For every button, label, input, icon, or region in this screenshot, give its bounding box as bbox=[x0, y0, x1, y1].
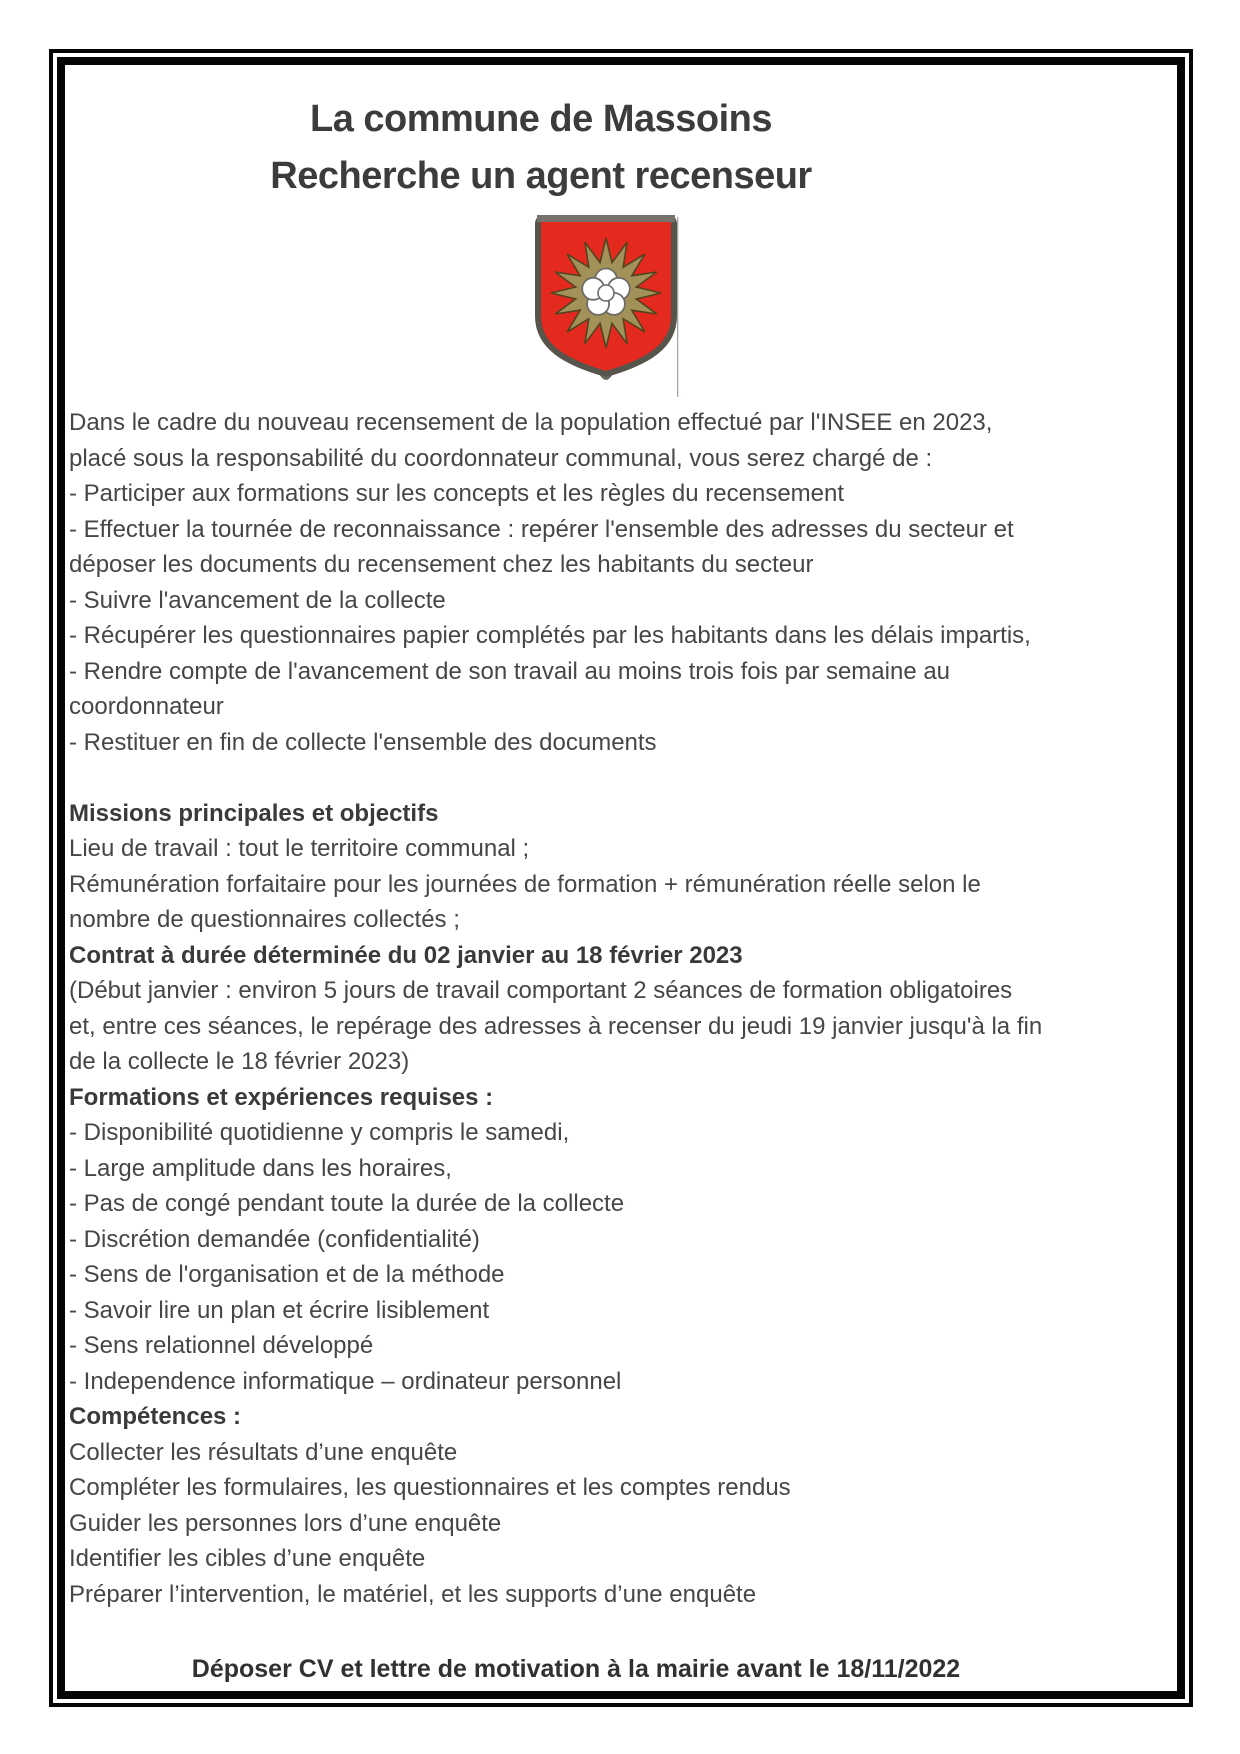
crest-top-band bbox=[537, 215, 675, 222]
missions-line: Rémunération forfaitaire pour les journées de formation + rémunération réelle selon le bbox=[69, 870, 981, 898]
competences-section bbox=[69, 1399, 1173, 1612]
document-title-line1: La commune de Massoins bbox=[309, 98, 772, 140]
document-frame-outer bbox=[49, 49, 1193, 1707]
intro-line: placé sous la responsabilité du coordonnateur communal, vous serez chargé de : bbox=[69, 444, 933, 472]
competences-line: Compléter les formulaires, les questionnaires et les comptes rendus bbox=[69, 1474, 791, 1501]
missions-line: Missions principales et objectifs bbox=[69, 799, 439, 827]
intro-section bbox=[69, 405, 1173, 760]
document-content bbox=[65, 65, 1177, 1687]
competences-line: Guider les personnes lors d’une enquête bbox=[69, 1509, 502, 1537]
formations-line: - Pas de congé pendant toute la durée de la collecte bbox=[69, 1190, 625, 1217]
commune-crest-icon bbox=[533, 213, 679, 399]
formations-line: Formations et expériences requises : bbox=[69, 1083, 494, 1111]
intro-line: déposer les documents du recensement chez les habitants du secteur bbox=[69, 551, 814, 578]
formations-line: - Discrétion demandée (confidentialité) bbox=[69, 1225, 480, 1253]
formations-section bbox=[69, 1080, 1173, 1400]
competences-line: Collecter les résultats d’une enquête bbox=[69, 1438, 458, 1466]
missions-line: nombre de questionnaires collectés ; bbox=[69, 906, 460, 933]
intro-line: - Restituer en fin de collecte l'ensemble des documents bbox=[69, 728, 657, 756]
intro-line: - Rendre compte de l'avancement de son travail au moins trois fois par semaine au bbox=[69, 657, 951, 685]
formations-line: - Sens de l'organisation et de la méthode bbox=[69, 1261, 505, 1288]
competences-line: Compétences : bbox=[69, 1403, 242, 1430]
intro-line: coordonnateur bbox=[69, 693, 224, 720]
body-text bbox=[69, 405, 1173, 1612]
missions-line: et, entre ces séances, le repérage des adresses à recenser du jeudi 19 janvier jusqu'à la fin bbox=[69, 1012, 1043, 1040]
document-frame-inner bbox=[57, 57, 1185, 1699]
missions-line: (Début janvier : environ 5 jours de travail comportant 2 séances de formation obligatoires bbox=[69, 977, 1013, 1004]
intro-line: - Effectuer la tournée de reconnaissance : repérer l'ensemble des adresses du secteur et bbox=[69, 515, 1014, 543]
formations-line: - Large amplitude dans les horaires, bbox=[69, 1154, 452, 1182]
missions-line: de la collecte le 18 février 2023) bbox=[69, 1048, 410, 1075]
missions-line: Lieu de travail : tout le territoire communal ; bbox=[69, 835, 530, 862]
formations-line: - Savoir lire un plan et écrire lisiblement bbox=[69, 1296, 490, 1324]
competences-line: Préparer l’intervention, le matériel, et les supports d’une enquête bbox=[69, 1580, 757, 1608]
document-title-line2: Recherche un agent recenseur bbox=[270, 155, 812, 197]
crest-rose-center bbox=[598, 285, 614, 301]
formations-line: - Sens relationnel développé bbox=[69, 1332, 374, 1359]
footer-deadline: Déposer CV et lettre de motivation à la mairie avant le 18/11/2022 bbox=[191, 1655, 961, 1683]
crest-scan-line bbox=[677, 217, 678, 397]
intro-line: - Suivre l'avancement de la collecte bbox=[69, 586, 446, 614]
formations-line: - Independence informatique – ordinateur personnel bbox=[69, 1367, 622, 1395]
competences-line: Identifier les cibles d’une enquête bbox=[69, 1545, 426, 1572]
missions-section bbox=[69, 796, 1173, 1080]
intro-line: - Récupérer les questionnaires papier complétés par les habitants dans les délais impartis, bbox=[69, 622, 1031, 649]
crest-row bbox=[69, 213, 1173, 399]
intro-line: - Participer aux formations sur les concepts et les règles du recensement bbox=[69, 480, 845, 507]
formations-line: - Disponibilité quotidienne y compris le samedi, bbox=[69, 1119, 570, 1146]
missions-line: Contrat à durée déterminée du 02 janvier au 18 février 2023 bbox=[69, 941, 743, 969]
intro-line: Dans le cadre du nouveau recensement de la population effectué par l'INSEE en 2023, bbox=[69, 409, 993, 436]
